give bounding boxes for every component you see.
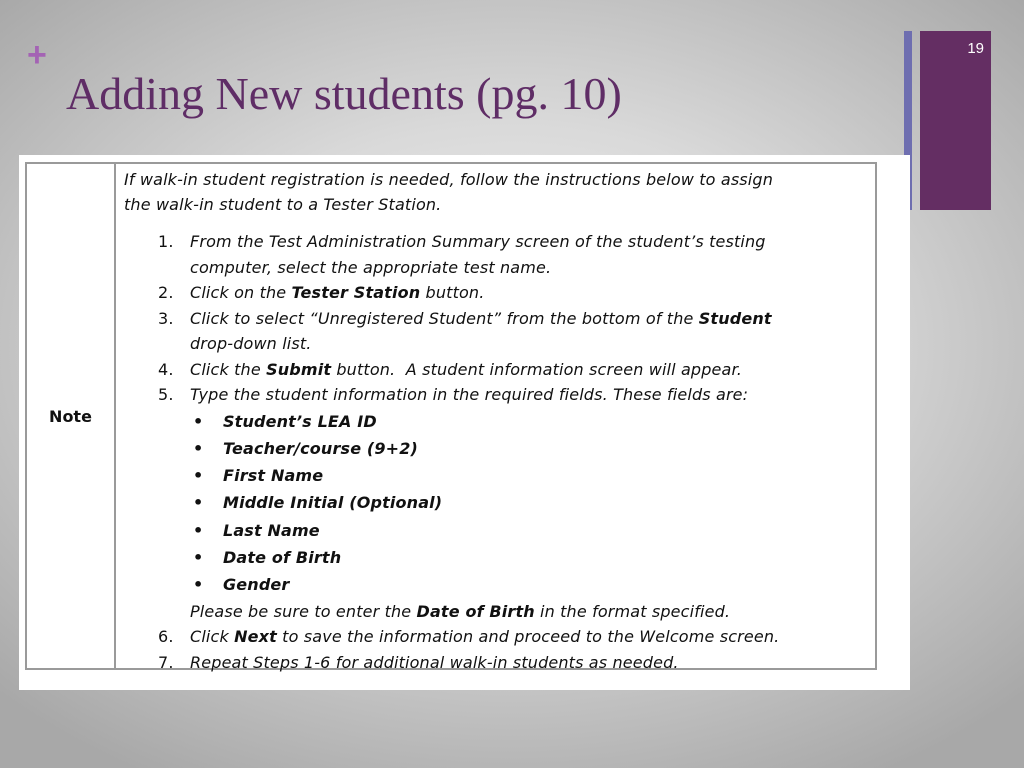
field-name: Teacher/course (9+2) xyxy=(223,438,418,458)
step-text: Type the student information in the required fields. These fields are: xyxy=(190,385,749,404)
step-bold-text: Next xyxy=(234,627,277,647)
note-content-cell xyxy=(116,164,875,672)
bullet-icon: • xyxy=(193,493,204,513)
step-number: 1. xyxy=(158,232,174,251)
step-bold-text: Student xyxy=(698,308,772,328)
step-text: drop-down list. xyxy=(190,334,312,353)
step-text: Click on the xyxy=(190,283,292,302)
field-item xyxy=(190,571,864,598)
steps-list xyxy=(124,229,864,675)
step-text: Click the xyxy=(190,359,267,379)
document-image xyxy=(19,155,910,690)
field-item xyxy=(190,489,864,516)
step-number: 4. xyxy=(158,359,174,379)
intro-line-1: If walk-in student registration is needed, follow the instructions below to assign xyxy=(124,170,773,189)
field-name: First Name xyxy=(223,466,324,486)
accent-bar-block xyxy=(920,31,991,210)
slide-title: Adding New students (pg. 10) xyxy=(66,68,622,119)
step-number: 2. xyxy=(158,283,174,302)
step-text: Repeat Steps 1-6 for additional walk-in students as needed. xyxy=(190,652,679,672)
step-text: button. A student information screen will appear. xyxy=(331,359,742,379)
step-4 xyxy=(124,357,864,383)
field-name: Last Name xyxy=(223,520,320,540)
note-intro xyxy=(124,167,864,217)
field-item xyxy=(190,517,864,544)
field-name: Student’s LEA ID xyxy=(223,411,377,431)
bullet-icon: • xyxy=(193,520,204,540)
reminder-bold-text: Date of Birth xyxy=(416,601,535,621)
step-bold-text: Tester Station xyxy=(291,283,421,302)
step-bold-text: Submit xyxy=(266,359,332,379)
bullet-icon: • xyxy=(193,411,204,431)
step-3 xyxy=(124,306,864,357)
bullet-icon: • xyxy=(193,466,204,486)
slide-number: 19 xyxy=(967,40,984,57)
step-number: 6. xyxy=(158,627,174,647)
step-text: Click to select “Unregistered Student” from the bottom of the xyxy=(190,308,699,328)
bullet-icon: • xyxy=(193,575,204,595)
step-text: button. xyxy=(420,283,485,302)
reminder-text: in the format specified. xyxy=(534,601,731,621)
note-label-cell xyxy=(27,164,116,668)
step-5 xyxy=(124,382,864,624)
bullet-icon: • xyxy=(193,438,204,458)
reminder-text: Please be sure to enter the xyxy=(190,601,417,621)
dob-reminder xyxy=(190,599,864,625)
slide-plus-icon: + xyxy=(27,36,47,74)
bullet-icon: • xyxy=(193,547,204,567)
step-text: From the Test Administration Summary screen of the student’s testing xyxy=(190,232,766,251)
step-text: computer, select the appropriate test name. xyxy=(190,257,552,277)
note-label: Note xyxy=(49,406,92,426)
step-number: 7. xyxy=(158,652,174,672)
field-item xyxy=(190,435,864,462)
step-text: Click xyxy=(190,627,235,647)
note-table xyxy=(25,162,877,670)
step-7 xyxy=(124,650,864,676)
step-6 xyxy=(124,624,864,650)
required-fields-list xyxy=(190,408,864,599)
step-number: 3. xyxy=(158,308,174,328)
step-2 xyxy=(124,280,864,306)
field-item xyxy=(190,544,864,571)
field-item xyxy=(190,462,864,489)
field-name: Gender xyxy=(223,575,290,595)
field-name: Date of Birth xyxy=(223,547,342,567)
step-1 xyxy=(124,229,864,280)
field-item xyxy=(190,408,864,435)
step-text: to save the information and proceed to the Welcome screen. xyxy=(276,627,780,647)
step-number: 5. xyxy=(158,385,174,404)
intro-line-2: the walk-in student to a Tester Station. xyxy=(124,195,442,214)
field-name: Middle Initial (Optional) xyxy=(223,493,443,513)
